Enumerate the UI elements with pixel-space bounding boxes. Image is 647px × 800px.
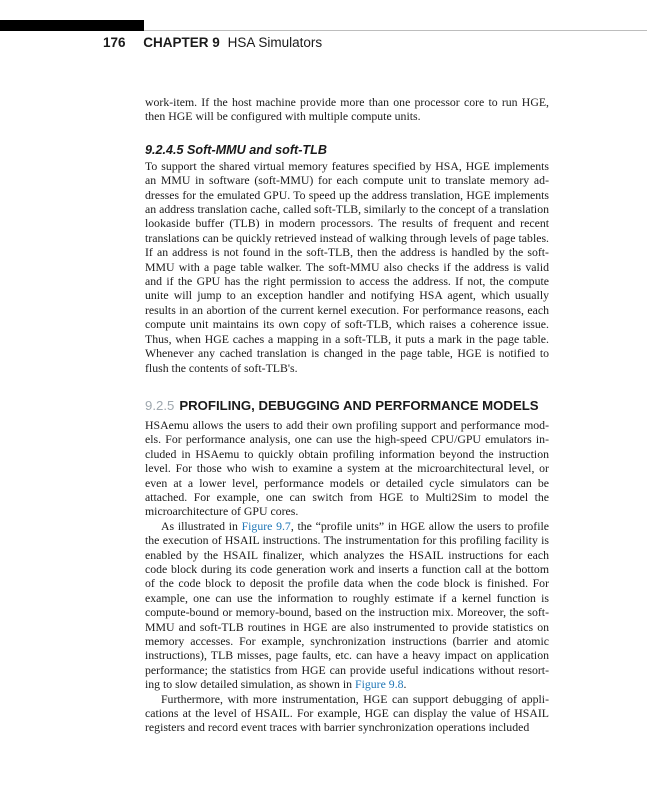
soft-mmu-paragraph: To support the shared virtual memory features specified by HSA, HGE implements an MMU in software (soft-MMU) for each compute unit to translate memory addresses for the emulated GPU. To speed up the address translation, HGE implements an address translation cache, called soft-TLB, similarly to the concept of a translation lookaside buffer (TLB) in modern processors. The results of frequent and recent translations can be quickly retrieved instead of walking through levels of page tables. If an address is not found in the soft-TLB, then the address is handled by the soft-MMU with a page table walker. The soft-MMU also checks if the address is valid and if the GPU has the right permission to access the address. If not, the compute unite will jump to an exception handler and notifying HSA agent, which usually results in an abortion of the current kernel execution. For performance reasons, each compute unit maintains its own copy of soft-TLB, which raises a coherence issue. Thus, when HGE caches a mapping in a soft-TLB, it puts a mark in the page table. Whenever any cached translation is changed in the page table, HGE is notified to flush the contents of soft-TLB's. — [145, 158, 549, 375]
section-number: 9.2.4.5 — [145, 142, 184, 157]
paragraph-text: , the “profile units” in HGE allow the users to profile the execution of HSAIL instructions. The instrumentation for this profiling facility is enabled by the HSAIL finalizer, which analyzes the HSAIL instructions for each code block during its code generation work and inserts a function call at the bottom of the code block to deposit the profile data when the code block is finished. For example, one can use the information to roughly estimate if a kernel function is compute-bound or memory-bound, based on the instruction mix. Moreover, the soft-MMU and soft-TLB routines in HGE are also instrumented to provide statistics on memory accesses. For example, synchronization instructions (barrier and atomic instructions), TLB misses, page faults, etc. can have a heavy impact on application performance; the statistics from HGE can provide useful indications without resorting to slow detailed simulation, as shown in — [145, 518, 549, 692]
section-heading-9-2-5 — [145, 398, 549, 414]
running-header — [103, 35, 322, 50]
paragraph-text: As illustrated in — [161, 518, 242, 533]
section-title: Soft-MMU and soft-TLB — [187, 142, 327, 157]
section-number: 9.2.5 — [145, 397, 175, 413]
page-body — [145, 95, 549, 735]
paragraph-text: . — [403, 677, 407, 692]
page-number: 176 — [103, 35, 126, 50]
figure-9-7-link[interactable]: Figure 9.7 — [241, 518, 291, 533]
intro-paragraph: work-item. If the host machine provide more than one processor core to run HGE, then HGE will be configured with multiple compute units. — [145, 95, 549, 124]
profiling-paragraph-1: HSAemu allows the users to add their own profiling support and performance models. For performance analysis, one can use the high-speed CPU/GPU emulators included in HSAemu to quickly obtain profiling information beyond the instruction level. For those who wish to examine a system at the microarchitectural level, or even at a lower level, performance models or detailed cycle simulators can be attached. For example, one can switch from HGE to Multi2Sim to model the microarchitecture of GPU cores. — [145, 417, 549, 519]
header-black-bar — [0, 20, 144, 31]
profiling-paragraph-2 — [145, 519, 549, 692]
chapter-title: HSA Simulators — [227, 35, 323, 50]
header-rule — [144, 30, 647, 31]
section-title: PROFILING, DEBUGGING AND PERFORMANCE MODELS — [179, 397, 539, 413]
figure-9-8-link[interactable]: Figure 9.8 — [355, 677, 404, 692]
profiling-paragraph-3: Furthermore, with more instrumentation, HGE can support debugging of applications at the level of HSAIL. For example, HGE can display the value of HSAIL registers and record event traces with barrier synchronization operations included — [145, 691, 549, 735]
section-heading-9-2-4-5 — [145, 142, 549, 158]
chapter-label: CHAPTER 9 — [143, 35, 220, 50]
